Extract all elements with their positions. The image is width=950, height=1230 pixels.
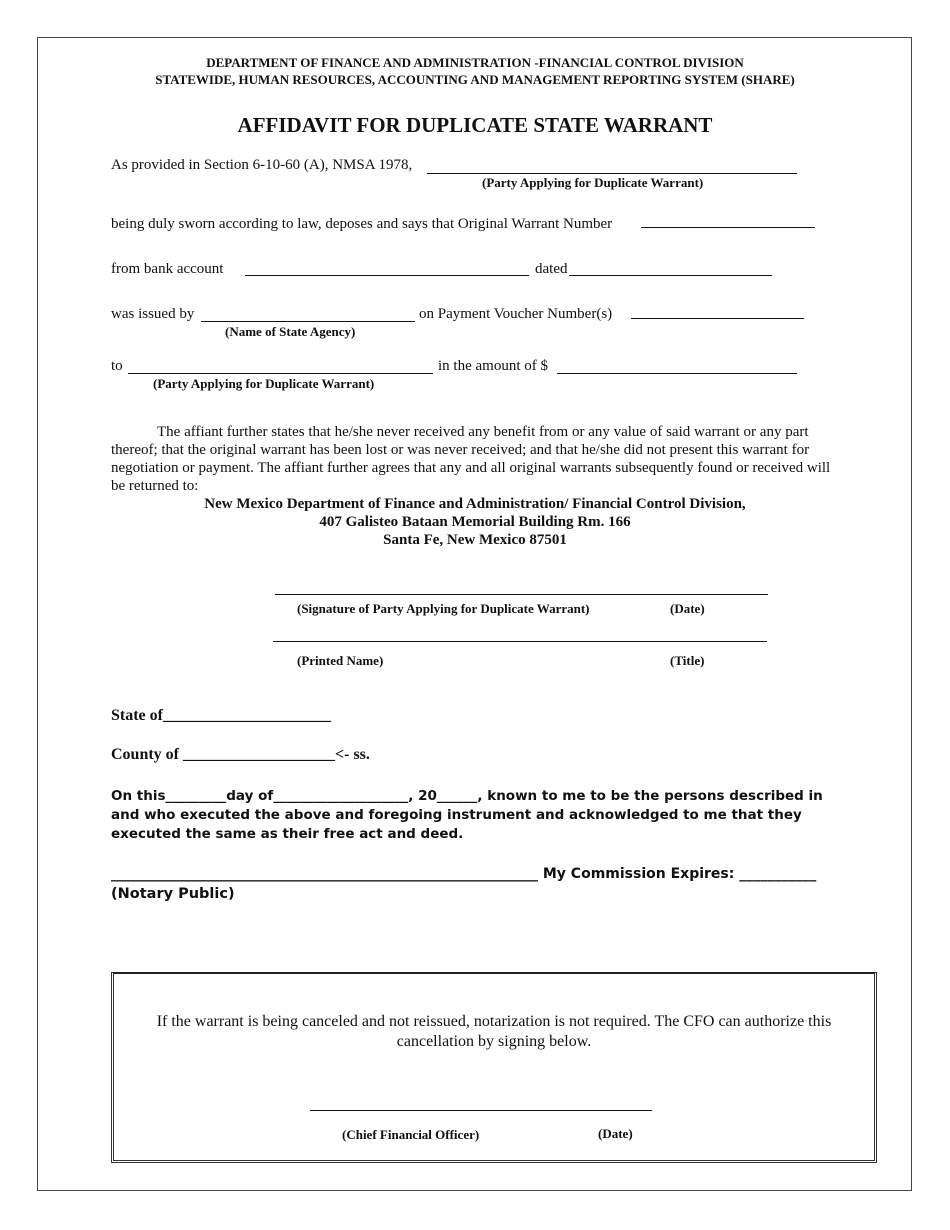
agency-field[interactable] (201, 321, 415, 322)
dated-field[interactable] (569, 275, 772, 276)
header-line-2: STATEWIDE, HUMAN RESOURCES, ACCOUNTING AND MANAGEMENT REPORTING SYSTEM (SHARE) (155, 72, 795, 87)
affiant-statement: The affiant further states that he/she never received any benefit from or any value of said warrant or any part thereof; that the original warrant has been lost or was never received; and that he/she did not present this warrant for negotiation or payment. The affiant further agrees that any and all original warrants subsequently found or received will be returned to: (111, 424, 831, 494)
page-title: AFFIDAVIT FOR DUPLICATE STATE WARRANT (237, 113, 713, 137)
sworn-text: being duly sworn according to law, deposes and says that Original Warrant Number (111, 216, 613, 232)
title-caption: (Title) (670, 653, 705, 668)
cfo-caption: (Chief Financial Officer) (342, 1127, 480, 1142)
address-line-1: New Mexico Department of Finance and Administration/ Financial Control Division, (204, 496, 746, 512)
party-caption-2: (Party Applying for Duplicate Warrant) (153, 376, 375, 391)
cfo-date-caption: (Date) (598, 1126, 633, 1141)
voucher-label: on Payment Voucher Number(s) (419, 306, 613, 322)
warrant-number-field[interactable] (641, 227, 815, 228)
to-party-field[interactable] (128, 373, 433, 374)
signature-caption: (Signature of Party Applying for Duplicate Warrant) (297, 601, 590, 616)
amount-field[interactable] (557, 373, 797, 374)
notary-public-caption: (Notary Public) (111, 886, 235, 902)
amount-label: in the amount of $ (438, 358, 548, 374)
to-label: to (111, 358, 123, 374)
cfo-signature-field[interactable] (310, 1110, 652, 1111)
signature-date-caption: (Date) (670, 601, 705, 616)
issued-by-label: was issued by (111, 306, 195, 322)
cancellation-box (111, 972, 877, 1163)
signature-field[interactable] (275, 594, 768, 595)
commission-expires-line[interactable]: _____________________________________________________________ My Commission Expires: ___________ (111, 866, 817, 882)
county-of-field[interactable]: County of ___________________<- ss. (111, 746, 370, 763)
printed-name-field[interactable] (273, 641, 767, 642)
agency-caption: (Name of State Agency) (225, 324, 356, 339)
bank-account-field[interactable] (245, 275, 529, 276)
header-line-1: DEPARTMENT OF FINANCE AND ADMINISTRATION -FINANCIAL CONTROL DIVISION (206, 55, 744, 70)
bank-account-label: from bank account (111, 261, 224, 277)
notary-statement: On this_________day of____________________, 20______, known to me to be the persons described in and who executed the above and foregoing instrument and acknowledged to me that they executed the same as their free act and deed. (111, 788, 823, 842)
section-reference-text: As provided in Section 6-10-60 (A), NMSA 1978, (111, 157, 413, 173)
party-name-field[interactable] (427, 173, 797, 174)
address-line-3: Santa Fe, New Mexico 87501 (383, 532, 567, 548)
address-line-2: 407 Galisteo Bataan Memorial Building Rm. 166 (319, 514, 631, 530)
state-of-field[interactable]: State of_____________________ (111, 707, 331, 724)
voucher-field[interactable] (631, 318, 804, 319)
party-caption: (Party Applying for Duplicate Warrant) (482, 175, 704, 190)
dated-label: dated (535, 261, 568, 277)
cancellation-text: If the warrant is being canceled and not reissued, notarization is not required. The CFO can authorize this cancellation by signing below. (156, 1013, 832, 1050)
printed-name-caption: (Printed Name) (297, 653, 384, 668)
